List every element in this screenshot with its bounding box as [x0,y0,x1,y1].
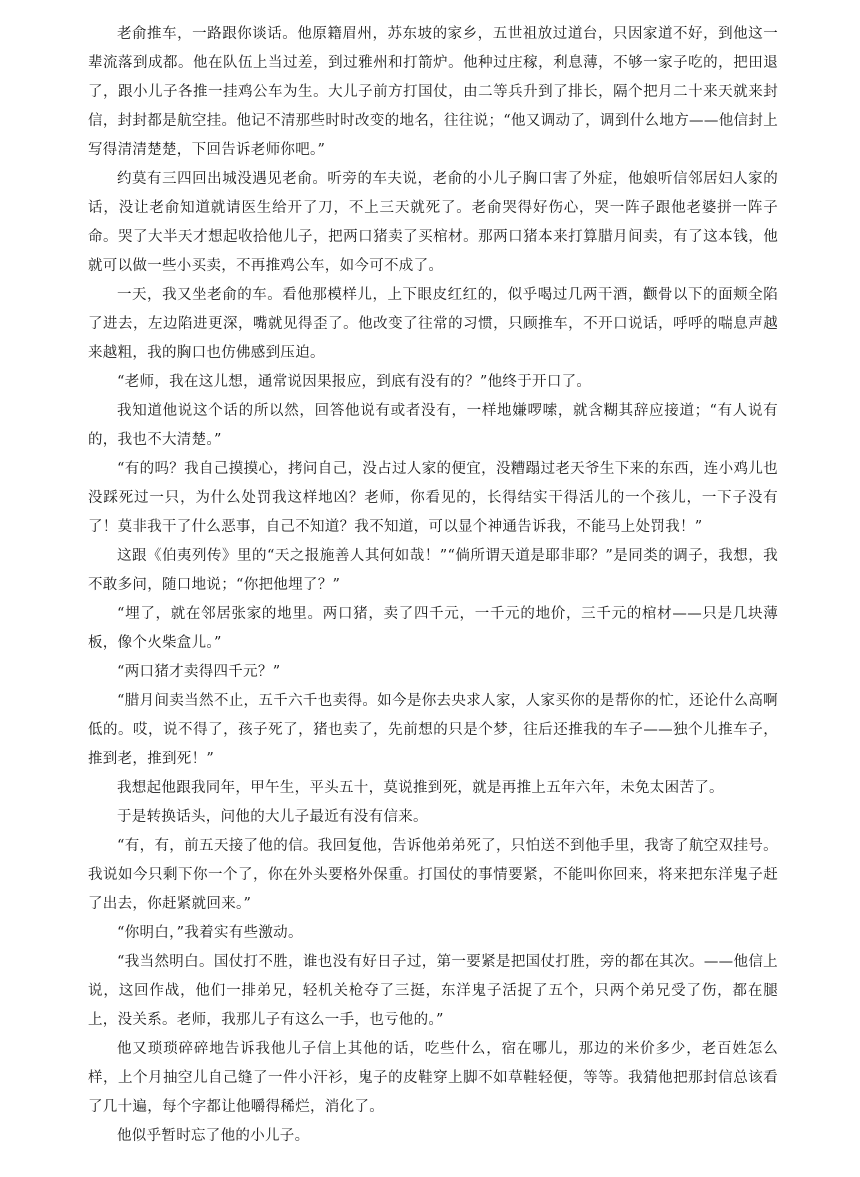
paragraph-5: 我知道他说这个话的所以然，回答他说有或者没有，一样地嫌啰嗦，就含糊其辞应接道；“有人说有的，我也不大清楚。” [88,403,778,448]
paragraph-4: “老师，我在这儿想，通常说因果报应，到底有没有的？”他终于开口了。 [117,374,592,390]
paragraph-10: “腊月间卖当然不止，五千六千也卖得。如今是你去央求人家，人家买你的是帮你的忙，还论什么高啊低的。哎，说不得了，孩子死了，猪也卖了，先前想的只是个梦，往后还推我的车子——独个儿推车子，推到老，推到死！” [88,693,778,767]
paragraph-1: 老俞推车，一路跟你谈话。他原籍眉州，苏东坡的家乡，五世祖放过道台，只因家道不好，到他这一辈流落到成都。他在队伍上当过差，到过雅州和打箭炉。他种过庄稼，利息薄，不够一家子吃的，把田退了，跟小儿子各推一挂鸡公车为生。大儿子前方打国仗，由二等兵升到了排长，隔个把月二十来天就来封信，封封都是航空挂。他记不清那些时时改变的地名，往往说；“他又调动了，调到什么地方——他信封上写得清清楚楚，下回告诉老师你吧。” [88,26,778,158]
document-page [88,20,778,1151]
paragraph-9: “两口猪才卖得四千元？” [117,664,281,680]
paragraph-7: 这跟《伯夷列传》里的“天之报施善人其何如哉！”“倘所谓天道是耶非耶？”是同类的调子，我想，我不敢多问，随口地说；“你把他埋了？” [88,548,778,593]
paragraph-12: 于是转换话头，问他的大儿子最近有没有信来。 [117,809,428,825]
paragraph-3: 一天，我又坐老俞的车。看他那模样儿，上下眼皮红红的，似乎喝过几两干酒，颧骨以下的面颊全陷了进去，左边陷进更深，嘴就见得歪了。他改变了往常的习惯，只顾推车，不开口说话，呼呼的喘息声越来越粗，我的胸口也仿佛感到压迫。 [88,287,778,361]
paragraph-13: “有，有，前五天接了他的信。我回复他，告诉他弟弟死了，只怕送不到他手里，我寄了航空双挂号。我说如今只剩下你一个了，你在外头要格外保重。打国仗的事情要紧，不能叫你回来，将来把东洋鬼子赶了出去，你赶紧就回来。” [88,838,778,912]
paragraph-14: “你明白，”我着实有些激动。 [117,925,303,941]
paragraph-2: 约莫有三四回出城没遇见老俞。听旁的车夫说，老俞的小儿子胸口害了外症，他娘听信邻居妇人家的话，没让老俞知道就请医生给开了刀，不上三天就死了。老俞哭得好伤心，哭一阵子跟他老婆拼一阵子命。哭了大半天才想起收拾他儿子，把两口猪卖了买棺材。那两口猪本来打算腊月间卖，有了这本钱，他就可以做一些小买卖，不再推鸡公车，如今可不成了。 [88,171,778,274]
paragraph-15: “我当然明白。国仗打不胜，谁也没有好日子过，第一要紧是把国仗打胜，旁的都在其次。——他信上说，这回作战，他们一排弟兄，轻机关枪夺了三挺，东洋鬼子活捉了五个，只两个弟兄受了伤，都在腿上，没关系。老师，我那儿子有这么一手，也亏他的。” [88,954,778,1028]
paragraph-11: 我想起他跟我同年，甲午生，平头五十，莫说推到死，就是再推上五年六年，未免太困苦了。 [117,780,724,796]
paragraph-17: 他似乎暂时忘了他的小儿子。 [117,1128,310,1144]
paragraph-8: “埋了，就在邻居张家的地里。两口猪，卖了四千元，一千元的地价，三千元的棺材——只是几块薄板，像个火柴盒儿。” [88,606,778,651]
paragraph-16: 他又琐琐碎碎地告诉我他儿子信上其他的话，吃些什么，宿在哪儿，那边的米价多少，老百姓怎么样，上个月抽空儿自己缝了一件小汗衫，鬼子的皮鞋穿上脚不如草鞋轻便，等等。我猜他把那封信总该看了几十遍，每个字都让他嚼得稀烂，消化了。 [88,1041,778,1115]
paragraph-6: “有的吗？我自己摸摸心，拷问自己，没占过人家的便宜，没糟蹋过老天爷生下来的东西，连小鸡儿也没踩死过一只，为什么处罚我这样地凶？老师，你看见的，长得结实干得活儿的一个孩儿，一下子没有了！莫非我干了什么恶事，自己不知道？我不知道，可以显个神通告诉我，不能马上处罚我！” [88,461,778,535]
